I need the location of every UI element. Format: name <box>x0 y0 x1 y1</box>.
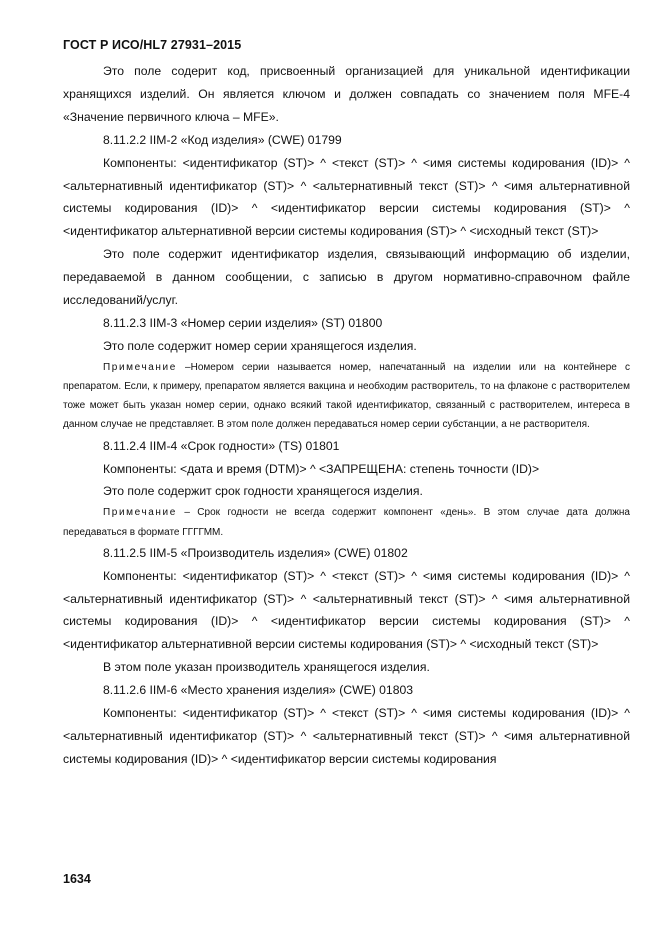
paragraph: Компоненты: <идентификатор (ST)> ^ <текст (ST)> ^ <имя системы кодирования (ID)> ^ <альтернативный идентификатор (ST)> ^ <альтернативный текст (ST)> ^ <имя альтернативной системы кодирования (ID)> ^ <идентификатор версии системы кодирования (ST)> ^ <идентификатор альтернативной версии системы кодирования (ST)> ^ <исходный текст (ST)> <box>63 155 630 239</box>
section-heading: 8.11.2.5 IIM-5 «Производитель изделия» (CWE) 01802 <box>103 545 408 560</box>
note-text: – Срок годности не всегда содержит компонент «день». В этом случае дата должна передаваться в формате ГГГГММ. <box>63 507 630 538</box>
paragraph: В этом поле указан производитель хранящегося изделия. <box>103 660 430 675</box>
document-body <box>63 60 630 771</box>
paragraph: Это поле содерит код, присвоенный организацией для уникальной идентификации хранящихся изделий. Он является ключом и должен совпадать со значением поля MFE-4 «Значение первичного ключа – MFE». <box>63 64 630 124</box>
paragraph: Компоненты: <идентификатор (ST)> ^ <текст (ST)> ^ <имя системы кодирования (ID)> ^ <альтернативный идентификатор (ST)> ^ <альтернативный текст (ST)> ^ <имя альтернативной системы кодирования (ID)> ^ <идентификатор версии системы кодирования <box>63 706 630 766</box>
page-number: 1634 <box>63 872 91 886</box>
section-heading: 8.11.2.4 IIM-4 «Срок годности» (TS) 01801 <box>103 438 340 453</box>
note-text: –Номером серии называется номер, напечатанный на изделии или на контейнере с препаратом. Если, к примеру, препаратом является вакцина и необходим растворитель, то на флаконе с растворителем тоже может быть указан номер серии, однако всякий такой идентификатор, связанный с растворителем, интереса в данном случае не представляет. В этом поле должен передаваться номер серии субстанции, а не растворителя. <box>63 361 630 431</box>
paragraph: Это поле содержит номер серии хранящегося изделия. <box>103 338 417 353</box>
note-label: Примечание <box>103 361 177 373</box>
paragraph: Это поле содержит срок годности хранящегося изделия. <box>103 484 423 499</box>
note <box>63 503 630 541</box>
section-heading: 8.11.2.3 IIM-3 «Номер серии изделия» (ST) 01800 <box>103 315 383 330</box>
paragraph: Это поле содержит идентификатор изделия, связывающий информацию об изделии, передаваемой в данном сообщении, с записью в другом нормативно-справочном файле исследований/услуг. <box>63 247 630 308</box>
document-header: ГОСТ Р ИСО/HL7 27931–2015 <box>63 38 242 52</box>
section-heading: 8.11.2.2 IIM-2 «Код изделия» (CWE) 01799 <box>103 132 342 147</box>
paragraph: Компоненты: <идентификатор (ST)> ^ <текст (ST)> ^ <имя системы кодирования (ID)> ^ <альтернативный идентификатор (ST)> ^ <альтернативный текст (ST)> ^ <имя альтернативной системы кодирования (ID)> ^ <идентификатор версии системы кодирования (ST)> ^ <идентификатор альтернативной версии системы кодирования (ST)> ^ <исходный текст (ST)> <box>63 568 630 652</box>
note <box>63 358 630 435</box>
paragraph: Компоненты: <дата и время (DTM)> ^ <ЗАПРЕЩЕНА: степень точности (ID)> <box>103 461 540 476</box>
section-heading: 8.11.2.6 IIM-6 «Место хранения изделия» (CWE) 01803 <box>103 683 414 698</box>
note-label: Примечание <box>103 507 177 519</box>
